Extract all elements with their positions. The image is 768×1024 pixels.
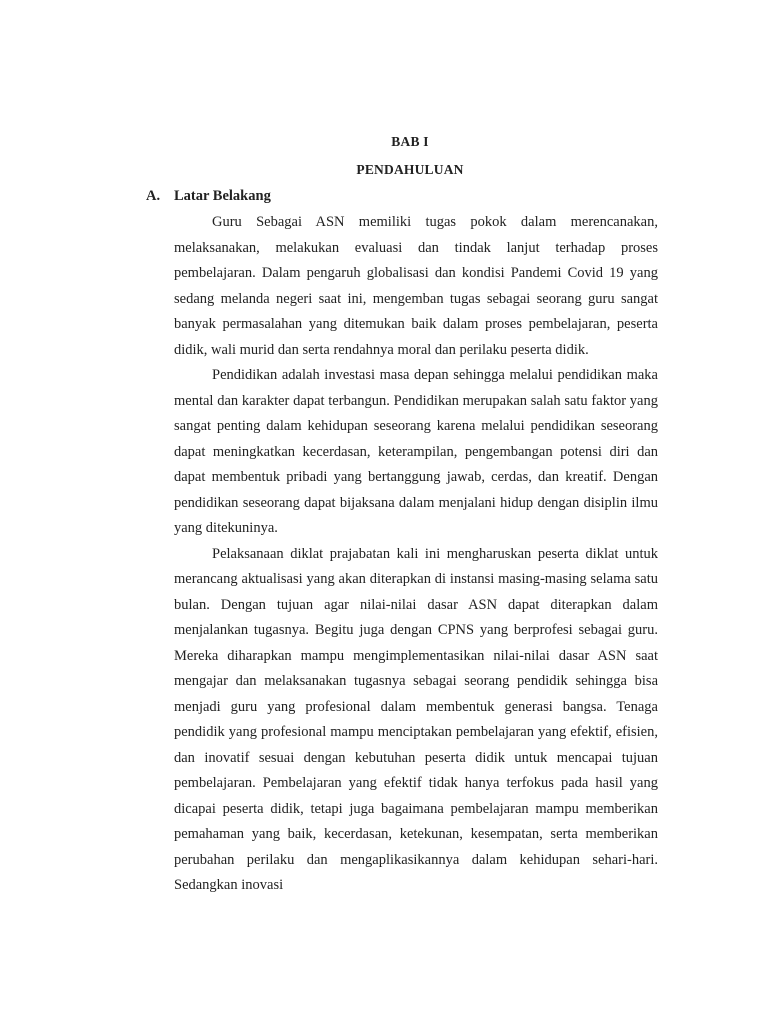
section-letter: A. — [146, 188, 161, 204]
paragraph: Pendidikan adalah investasi masa depan sehingga melalui pendidikan maka mental dan karakter dapat terbangun. Pendidikan merupakan salah satu faktor yang sangat penting dalam kehidupan seseorang karena melalui pendidikan seseorang dapat meningkatkan kecerdasan, keterampilan, pengembangan potensi diri dan dapat membentuk pribadi yang bertanggung jawab, cerdas, dan kreatif. Dengan pendidikan seseorang dapat bijaksana dalam menjalani hidup dengan disiplin ilmu yang ditekuninya. — [174, 367, 658, 536]
chapter-title: PENDAHULUAN — [356, 162, 464, 177]
paragraph: Pelaksanaan diklat prajabatan kali ini mengharuskan peserta diklat untuk merancang aktualisasi yang akan diterapkan di instansi masing-masing selama satu bulan. Dengan tujuan agar nilai-nilai dasar ASN dapat diterapkan dalam menjalankan tugasnya. Begitu juga dengan CPNS yang berprofesi sebagai guru. Mereka diharapkan mampu mengimplementasikan nilai-nilai dasar ASN saat mengajar dan melaksanakan tugasnya sebagai seorang pendidik sehingga bisa menjadi guru yang profesional dalam membentuk generasi bangsa. Tenaga pendidik yang profesional mampu menciptakan pembelajaran yang efektif, efisien, dan inovatif sesuai dengan kebutuhan peserta didik untuk mencapai tujuan pembelajaran. Pembelajaran yang efektif tidak hanya terfokus pada hasil yang dicapai peserta didik, tetapi juga bagaimana pembelajaran mampu memberikan pemahaman yang baik, kecerdasan, ketekunan, kesempatan, serta memberikan perubahan perilaku dan mengaplikasikannya dalam kehidupan sehari-hari. Sedangkan inovasi — [174, 545, 658, 893]
section-title: Latar Belakang — [174, 188, 271, 204]
body-text — [174, 210, 658, 899]
paragraph: Guru Sebagai ASN memiliki tugas pokok dalam merencanakan, melaksanakan, melakukan evaluasi dan tindak lanjut terhadap proses pembelajaran. Dalam pengaruh globalisasi dan kondisi Pandemi Covid 19 yang sedang melanda negeri saat ini, mengemban tugas sebagai seorang guru sangat banyak permasalahan yang ditemukan baik dalam proses pembelajaran, peserta didik, wali murid dan serta rendahnya moral dan perilaku peserta didik. — [174, 214, 658, 358]
section-heading — [146, 188, 271, 205]
chapter-number: BAB I — [391, 134, 429, 149]
